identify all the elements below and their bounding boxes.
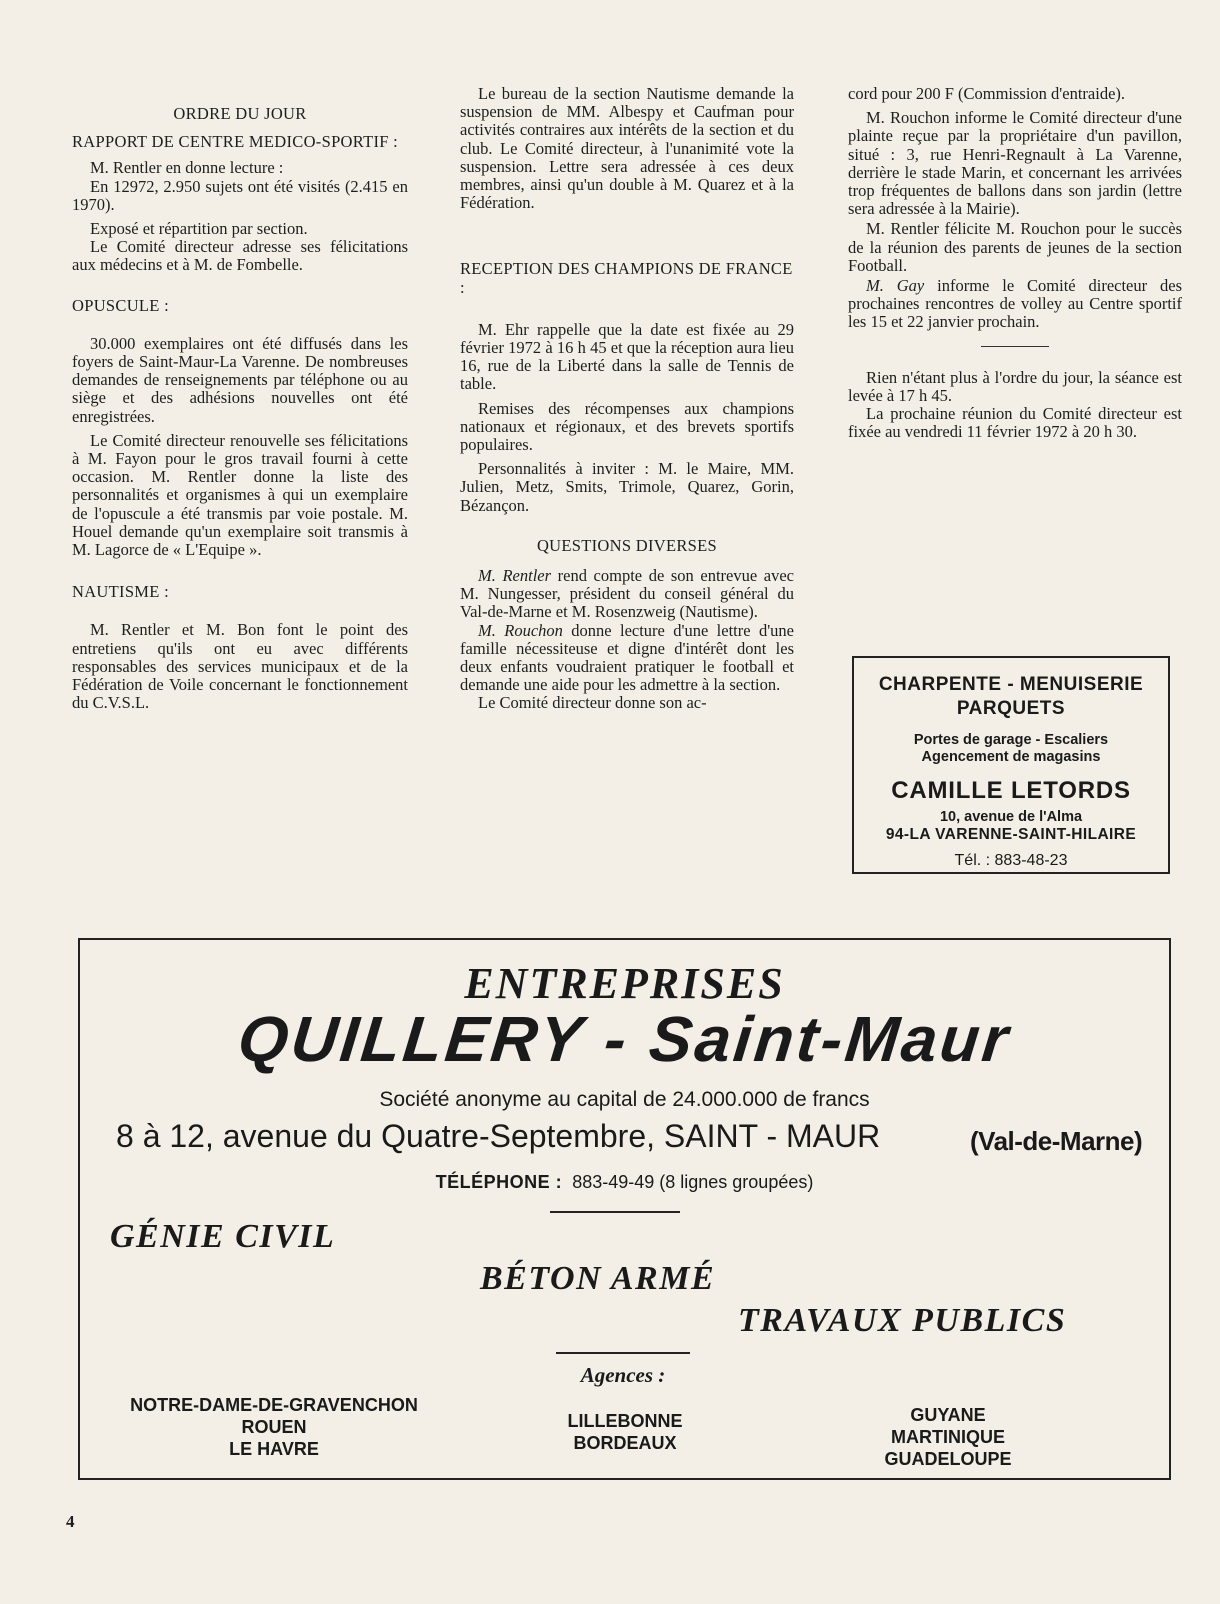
paragraph [848, 277, 1182, 332]
ad-service-line: Agencement de magasins [921, 749, 1101, 765]
divider [556, 1352, 690, 1354]
ad-trade-line: PARQUETS [956, 698, 1066, 719]
paragraph: Remises des récompenses aux champions nationaux et régionaux, et des brevets sportifs populaires. [460, 398, 794, 455]
paragraph-text: informe le Comité directeur des prochaines rencontres de volley au Centre sportif les 15 et 22 janvier prochain. [848, 276, 1183, 332]
section-heading-opuscule: OPUSCULE : [72, 295, 169, 315]
advertisement-letords [852, 656, 1170, 874]
agency-location: MARTINIQUE [891, 1427, 1005, 1447]
section-heading-reception: RECEPTION DES CHAMPIONS DE FRANCE : [460, 259, 793, 297]
ad-agencies-label: Agences : [580, 1363, 666, 1387]
paragraph-text: donne lecture d'une lettre d'une famille nécessiteuse et digne d'intérêt dont les deux enfants voudraient pratiquer le football et demande une aide pour les admettre à la section. [460, 620, 794, 695]
ad-service: TRAVAUX PUBLICS [738, 1302, 1067, 1339]
ad-address: 8 à 12, avenue du Quatre-Septembre, SAINT - MAUR [116, 1118, 881, 1154]
agency-list-center [530, 1410, 720, 1454]
advertisement-quillery [78, 938, 1171, 1480]
ad-company-name: CAMILLE LETORDS [891, 777, 1131, 804]
ad-service-line: Portes de garage - Escaliers [913, 732, 1109, 748]
ad-phone-label: TÉLÉPHONE : [435, 1172, 563, 1192]
agency-location: LILLEBONNE [567, 1411, 683, 1431]
paragraph: En 12972, 2.950 sujets ont été visités (2.415 en 1970). [72, 176, 408, 214]
agency-location: NOTRE-DAME-DE-GRAVENCHON [130, 1395, 418, 1415]
ad-address: 10, avenue de l'Alma [939, 809, 1083, 825]
paragraph: cord pour 200 F (Commission d'entraide). [848, 84, 1126, 103]
ad-service: BÉTON ARMÉ [480, 1260, 716, 1297]
speaker-name: M. Rouchon [478, 620, 563, 640]
ad-department: (Val-de-Marne) [970, 1126, 1143, 1156]
paragraph: Le bureau de la section Nautisme demande la suspension de MM. Albespy et Caufman pour activités contraires aux intérêts de la section et du club. Le Comité directeur, à l'unanimité vote la suspension. Lettre sera adressée à ces deux membres, ainsi qu'un double à M. Quarez et à la Fédération. [460, 84, 794, 213]
ad-brand-name: QUILLERY - Saint-Maur [234, 1003, 1015, 1075]
section-heading-nautisme: NAUTISME : [72, 582, 169, 602]
ad-phone: Tél. : 883-48-23 [954, 852, 1068, 869]
ad-capital: Société anonyme au capital de 24.000.000 de francs [379, 1088, 870, 1111]
paragraph [460, 622, 794, 695]
paragraph: Personnalités à inviter : M. le Maire, MM. Julien, Metz, Smits, Trimole, Quarez, Gorin, Bézançon. [460, 459, 794, 515]
paragraph: M. Ehr rappelle que la date est fixée au 29 février 1972 à 16 h 45 et que la réception aura lieu 16, rue de la Liberté dans la salle de Tennis de table. [460, 319, 794, 394]
paragraph-text: rend compte de son entrevue avec M. Nungesser, président du conseil général du Val-de-Marne et M. Rosenzweig (Nautisme). [460, 566, 794, 622]
paragraph: M. Rentler et M. Bon font le point des entretiens qu'ils ont eu avec différents responsables des services municipaux et de la Fédération de Voile concernant le fonctionnement du C.V.S.L. [72, 620, 408, 713]
ad-address: 94-LA VARENNE-SAINT-HILAIRE [885, 826, 1137, 843]
ad-kicker: ENTREPRISES [464, 959, 785, 1008]
section-heading-rapport: RAPPORT DE CENTRE MEDICO-SPORTIF : [72, 132, 399, 152]
section-heading-questions: QUESTIONS DIVERSES [536, 535, 718, 555]
paragraph: Le Comité directeur renouvelle ses félicitations à M. Fayon pour le gros travail fourni à cette occasion. M. Rentler donne la liste des personnalités et organismes à qui un exemplaire de l'opuscule a été transmis par voie postale. M. Houel demande qu'un exemplaire soit transmis à M. Lagorce de « L'Equipe ». [72, 430, 408, 560]
paragraph: M. Rentler en donne lecture : [90, 158, 284, 178]
speaker-name: M. Gay [866, 276, 925, 296]
divider [981, 346, 1049, 347]
paragraph [460, 567, 794, 622]
agency-location: LE HAVRE [229, 1439, 319, 1459]
speaker-name: M. Rentler [478, 566, 552, 586]
paragraph: La prochaine réunion du Comité directeur est fixée au vendredi 11 février 1972 à 20 h 30. [848, 404, 1182, 442]
article-column-2 [460, 85, 794, 713]
article-column-1 [72, 85, 408, 712]
divider [550, 1211, 680, 1213]
paragraph: 30.000 exemplaires ont été diffusés dans les foyers de Saint-Maur-La Varenne. De nombreuses demandes de renseignements par téléphone ou au siège et des adhésions nouvelles ont été enregistrées. [72, 333, 408, 426]
agency-list-left [114, 1394, 434, 1460]
page-number: 4 [66, 1512, 75, 1531]
article-column-3 [848, 85, 1182, 441]
paragraph: Rien n'étant plus à l'ordre du jour, la séance est levée à 17 h 45. [848, 367, 1182, 405]
paragraph: Le Comité directeur donne son ac- [478, 693, 707, 713]
ad-trade-line: CHARPENTE - MENUISERIE [878, 674, 1144, 695]
agenda-title: ORDRE DU JOUR [173, 104, 307, 123]
agency-location: ROUEN [241, 1417, 307, 1437]
agency-list-right [848, 1404, 1048, 1470]
paragraph: Le Comité directeur adresse ses félicitations aux médecins et à M. de Fombelle. [72, 237, 408, 275]
paragraph: Exposé et répartition par section. [90, 219, 308, 239]
agency-location: GUADELOUPE [884, 1449, 1012, 1469]
agency-location: GUYANE [910, 1405, 986, 1425]
ad-service: GÉNIE CIVIL [110, 1218, 336, 1255]
ad-phone [80, 1172, 1169, 1193]
paragraph: M. Rouchon informe le Comité directeur d'une plainte reçue par la propriétaire d'un pavillon, situé : 3, rue Henri-Regnault à La Varenne, derrière le stade Marin, et concernant les arrivées trop fréquentes de ballons dans son jardin (lettre sera adressée à la Mairie). [848, 108, 1182, 219]
ad-phone-value: 883-49-49 (8 lignes groupées) [572, 1172, 814, 1192]
paragraph: M. Rentler félicite M. Rouchon pour le succès de la réunion des parents de jeunes de la section Football. [848, 219, 1182, 275]
agency-location: BORDEAUX [573, 1433, 677, 1453]
